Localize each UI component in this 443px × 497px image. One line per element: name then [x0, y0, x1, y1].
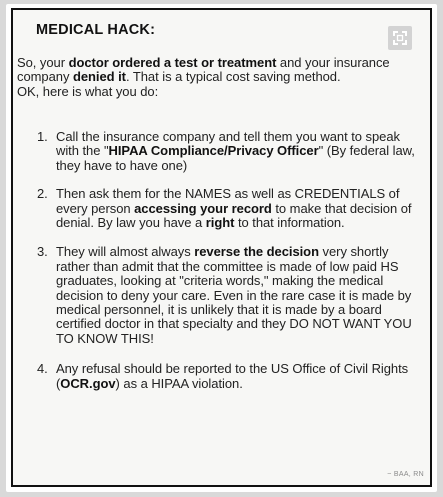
- list-item: 2. Then ask them for the NAMES as well as CREDENTIALS of every person accessing your record to make that decision of denial. By law you have a right to that information.: [37, 186, 412, 231]
- intro-text: [17, 56, 412, 99]
- intro-lead-in: OK, here is what you do:: [17, 83, 159, 99]
- page-title: MEDICAL HACK:: [36, 22, 156, 38]
- note-card: [11, 8, 432, 487]
- signature: ~ BAA, RN: [387, 471, 424, 478]
- intro-paragraph: So, your doctor ordered a test or treatment and your insurance company denied it. That is a typical cost saving method.: [17, 55, 390, 85]
- list-item: 3. They will almost always reverse the decision very shortly rather than admit that the committee is made of low paid HS graduates, looking at "criteria words," making the medical decision to deny your care. Even in the rare case it is made by medical personnel, it is unlikely that it is made by a board certified doctor in that specialty and they DO NOT WANT YOU TO KNOW THIS!: [37, 244, 412, 346]
- image-frame: [6, 4, 437, 492]
- steps-list: [17, 130, 421, 391]
- list-item: 4. Any refusal should be reported to the US Office of Civil Rights (OCR.gov) as a HIPAA violation.: [37, 361, 409, 391]
- expand-button[interactable]: [388, 26, 412, 50]
- step-number: 4.: [37, 361, 48, 377]
- step-number: 2.: [37, 186, 48, 202]
- step-number: 3.: [37, 244, 48, 260]
- list-item: 1. Call the insurance company and tell them you want to speak with the "HIPAA Compliance/Privacy Officer" (By federal law, they have to have one): [37, 129, 415, 173]
- expand-icon: [392, 30, 408, 46]
- step-number: 1.: [37, 129, 48, 144]
